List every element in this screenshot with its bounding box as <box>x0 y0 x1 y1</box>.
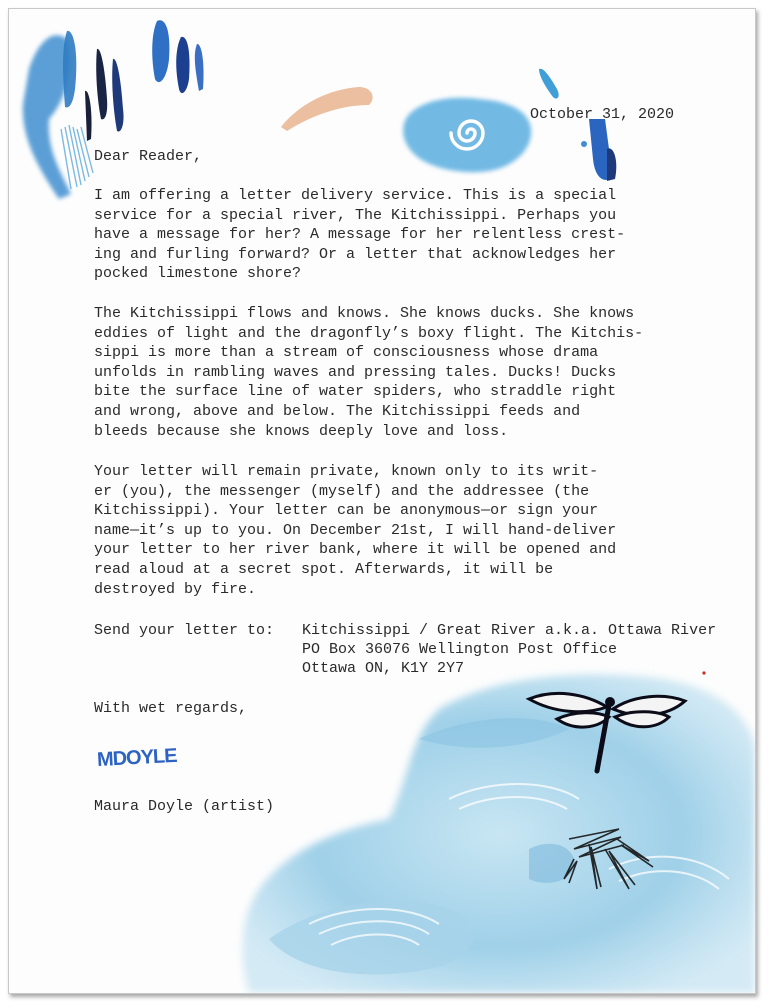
paragraph-line: pocked limestone shore? <box>94 265 302 283</box>
send-label: Send your letter to: <box>94 622 275 639</box>
paragraph-line: destroyed by fire. <box>94 580 257 598</box>
letter-page <box>8 8 756 994</box>
paragraph-2 <box>94 304 643 441</box>
watercolor-pond <box>242 674 755 993</box>
paragraph-line: er (you), the messenger (myself) and the addressee (the <box>94 482 590 500</box>
paragraph-line: Kitchissippi). Your letter can be anonymous—or sign your <box>94 502 599 520</box>
address-line-3: Ottawa ON, K1Y 2Y7 <box>302 660 465 677</box>
letter-closing: With wet regards, <box>94 700 248 717</box>
paragraph-line: have a message for her? A message for her relentless crest- <box>94 226 626 244</box>
peach-brush-stroke <box>281 87 373 131</box>
paragraph-line: service for a special river, The Kitchissippi. Perhaps you <box>94 206 617 224</box>
paragraph-line: bite the surface line of water spiders, who straddle right <box>94 383 617 401</box>
letter-greeting: Dear Reader, <box>94 148 203 165</box>
paragraph-line: sippi is more than a stream of consciousness whose drama <box>94 344 599 362</box>
paragraph-3 <box>94 462 616 599</box>
paragraph-line: Your letter will remain private, known only to its writ- <box>94 463 599 480</box>
paragraph-line: ing and furling forward? Or a letter that acknowledges her <box>94 245 617 263</box>
address-line-1: Kitchissippi / Great River a.k.a. Ottawa River <box>302 622 717 639</box>
paragraph-line: read aloud at a secret spot. Afterwards, it will be <box>94 560 554 578</box>
paragraph-line: I am offering a letter delivery service. This is a special <box>94 187 617 204</box>
paragraph-line: eddies of light and the dragonfly’s boxy flight. The Kitchis- <box>94 324 644 342</box>
spiral-splash <box>403 69 616 181</box>
brush-strokes-top-left <box>23 20 204 199</box>
paragraph-line: name—it’s up to you. On December 21st, I will hand-deliver <box>94 521 617 539</box>
paragraph-line: unfolds in rambling waves and pressing tales. Ducks! Ducks <box>94 363 617 381</box>
letter-date: October 31, 2020 <box>530 106 675 123</box>
address-line-2: PO Box 36076 Wellington Post Office <box>302 641 618 658</box>
paragraph-line: your letter to her river bank, where it will be opened and <box>94 541 617 559</box>
paragraph-line: bleeds because she knows deeply love and loss. <box>94 422 509 440</box>
paragraph-1 <box>94 186 625 284</box>
paragraph-line: and wrong, above and below. The Kitchissippi feeds and <box>94 402 581 420</box>
signature: MDOYLE <box>96 744 178 772</box>
signer-name: Maura Doyle (artist) <box>94 798 275 815</box>
paragraph-line: The Kitchissippi flows and knows. She knows ducks. She knows <box>94 305 635 322</box>
